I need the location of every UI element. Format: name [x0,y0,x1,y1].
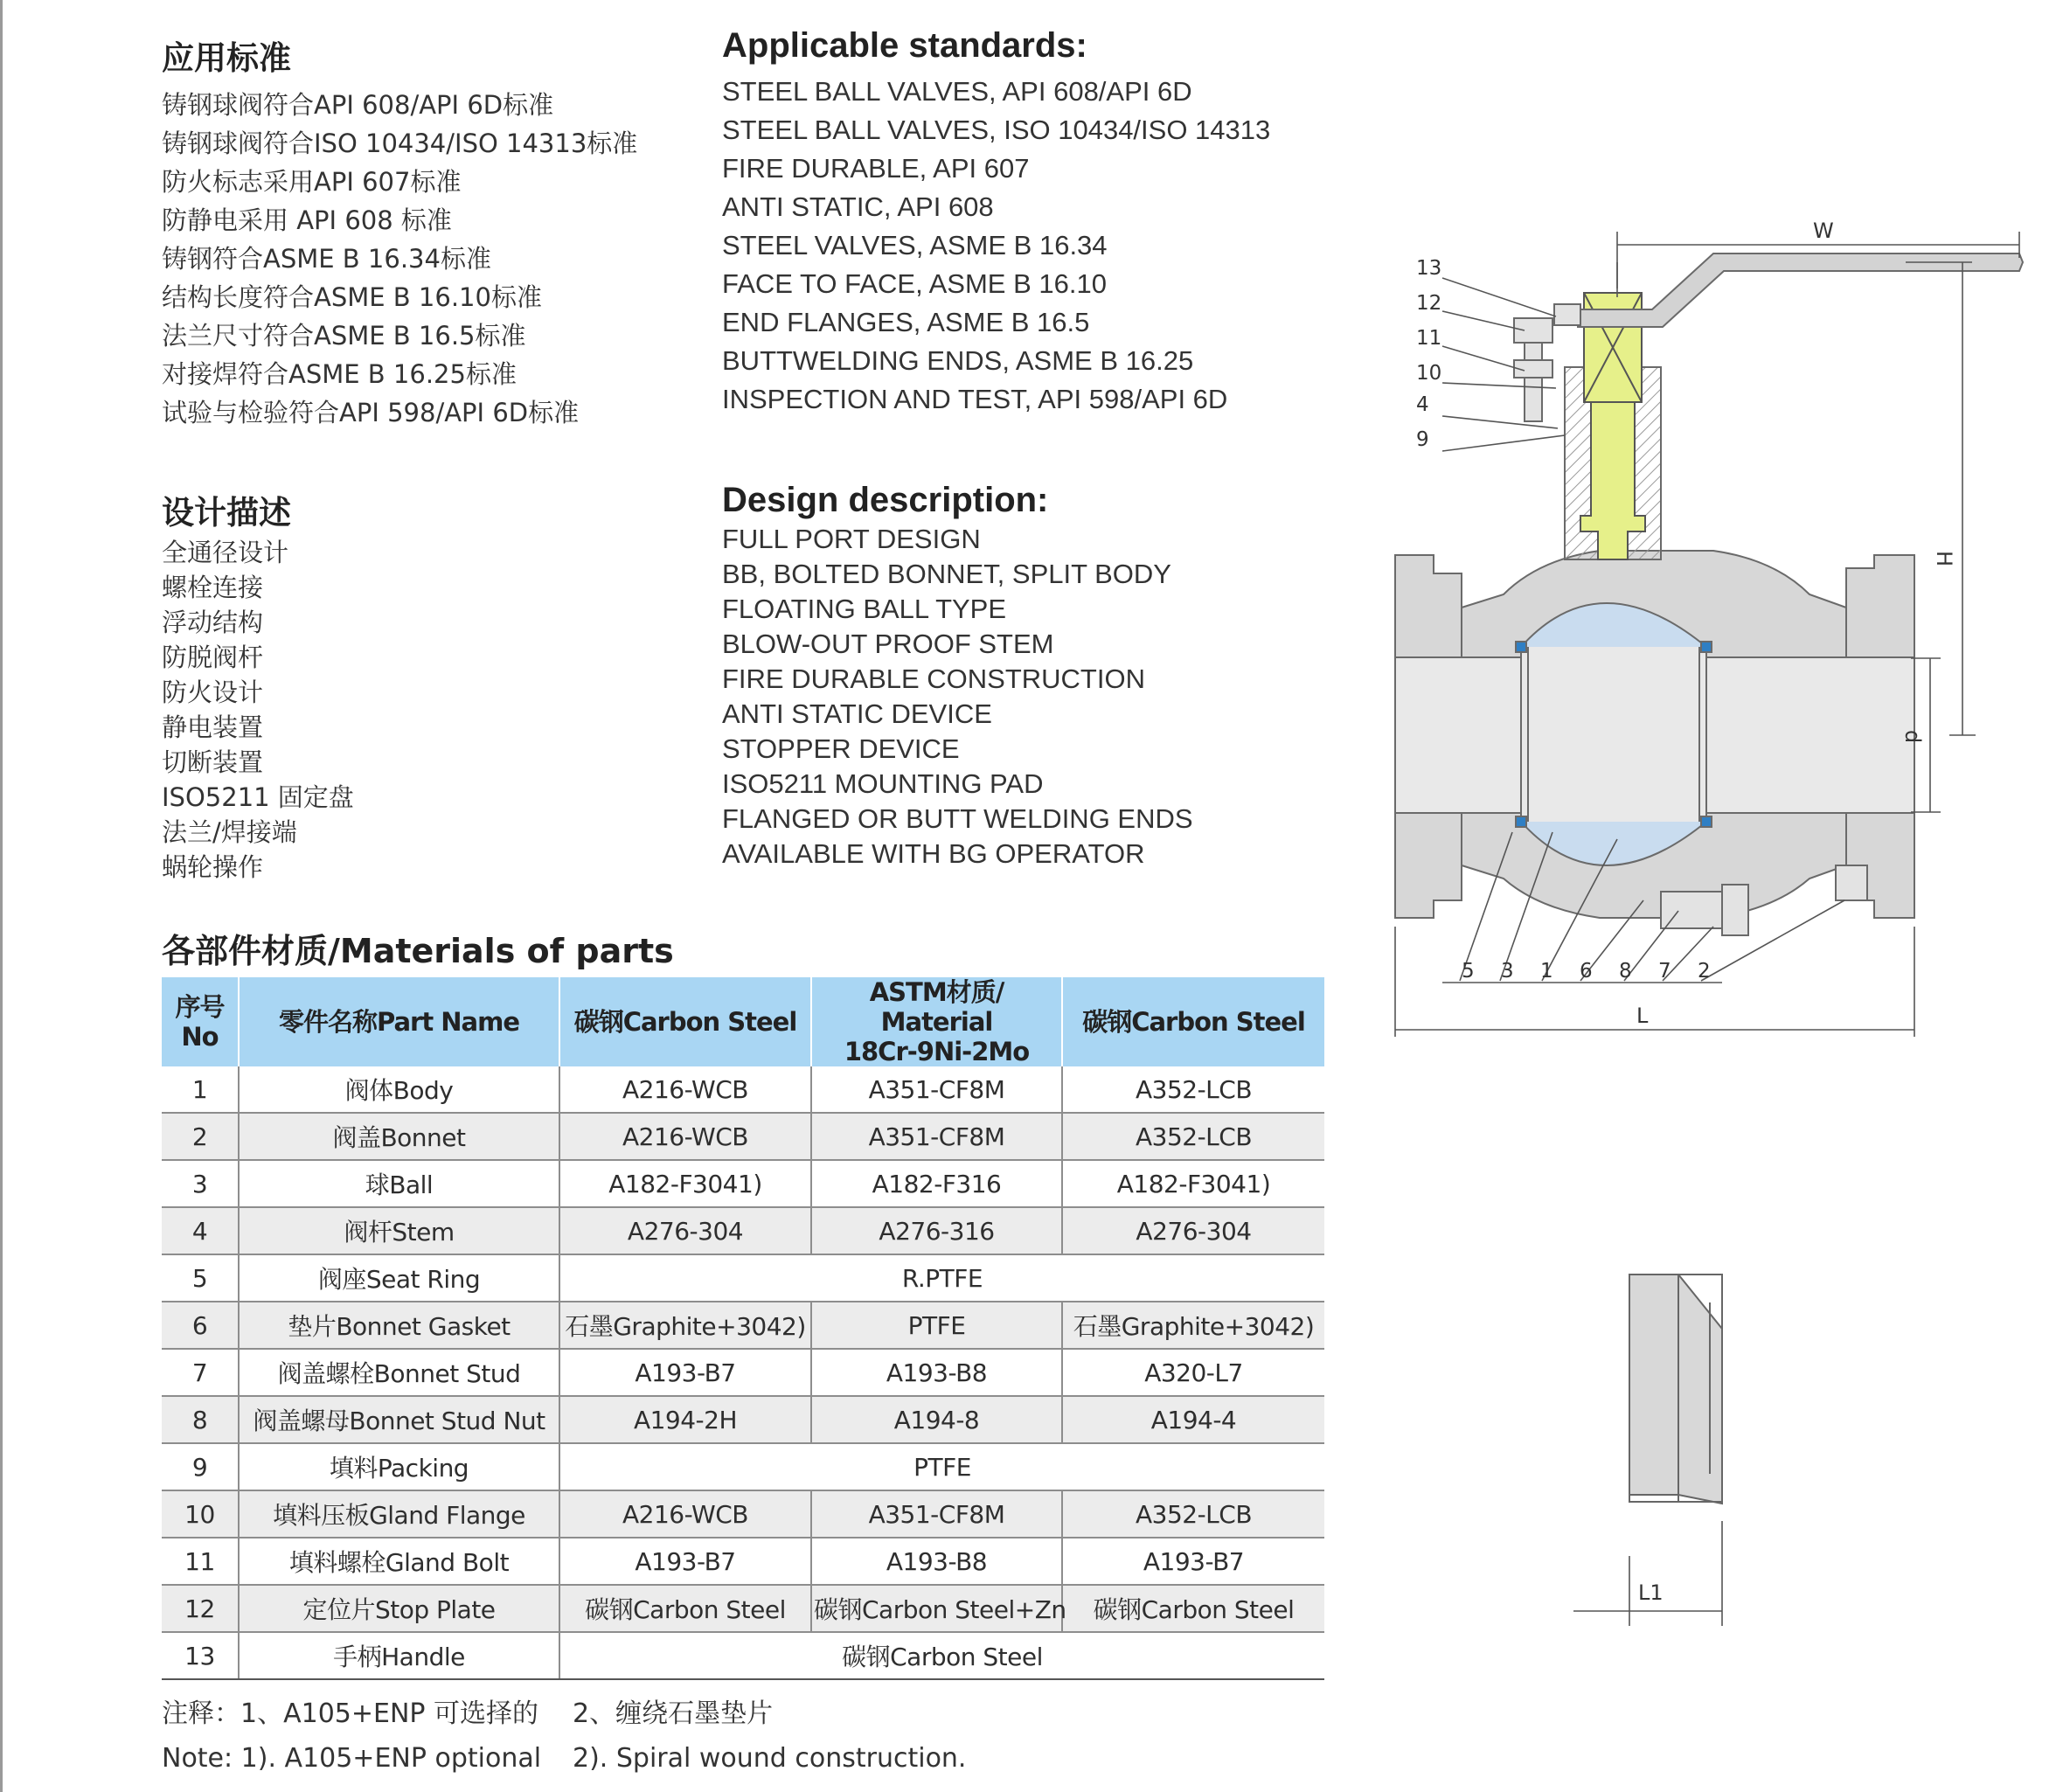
callout-bottom: 3 [1501,960,1514,983]
table-row [162,1585,1324,1632]
callout-bottom: 1 [1540,960,1553,983]
design-item-en-2: BB, BOLTED BONNET, SPLIT BODY [722,559,1171,589]
cell-no: 5 [162,1254,239,1302]
cell-carbon-steel-2: A194-4 [1062,1396,1324,1443]
table-row [162,1396,1324,1443]
gland-bolt [1514,318,1552,343]
header-astm-line2: 18Cr-9Ni-2Mo [844,1037,1030,1066]
callouts-left [1416,257,1441,451]
standards-en-section [722,26,1270,419]
standard-item-cn-5: 铸钢符合ASME B 16.34标准 [162,244,491,274]
cell-astm-material: PTFE [811,1302,1062,1349]
note-cn-2: 2、缠绕石墨垫片 [573,1698,774,1729]
stop-plate [1554,304,1580,325]
standard-item-en-6: FACE TO FACE, ASME B 16.10 [722,268,1107,299]
cell-astm-material: A193-B8 [811,1538,1062,1585]
cell-astm-material: A193-B8 [811,1349,1062,1396]
standard-item-cn-6: 结构长度符合ASME B 16.10标准 [162,282,542,312]
design-item-cn-7: 切断装置 [162,747,264,777]
materials-table [162,977,1324,1680]
header-no-en: No [181,1022,219,1052]
cell-part-name: 阀盖螺栓Bonnet Stud [239,1349,559,1396]
header-no-cn: 序号 [175,992,225,1022]
cell-part-name: 阀盖Bonnet [239,1113,559,1160]
cell-carbon-steel-2: A352-LCB [1062,1113,1324,1160]
ball-valve-section-drawing [1381,219,2046,1066]
cell-carbon-steel-2: A276-304 [1062,1207,1324,1254]
table-row [162,1632,1324,1679]
stem [1580,293,1645,559]
standards-cn-section [162,31,637,432]
standard-item-en-1: STEEL BALL VALVES, API 608/API 6D [722,76,1192,107]
callout-left: 4 [1416,393,1429,416]
standard-item-en-7: END FLANGES, ASME B 16.5 [722,307,1090,337]
standards-list-en [722,73,1270,419]
cell-astm-material: 碳钢Carbon Steel+Zn [811,1585,1062,1632]
callout-bottom: 8 [1619,960,1632,983]
header-astm-line1: ASTM材质/ Material [869,977,1004,1037]
cell-carbon-steel-2: A320-L7 [1062,1349,1324,1396]
seat-ring-bottom-right [1701,816,1712,827]
design-en-section [722,481,1193,872]
standard-item-en-3: FIRE DURABLE, API 607 [722,153,1030,184]
callout-bottom: 7 [1658,960,1671,983]
design-item-en-8: ISO5211 MOUNTING PAD [722,768,1044,799]
note-cn-1: 注释：1、A105+ENP 可选择的 [162,1698,539,1729]
design-item-en-7: STOPPER DEVICE [722,733,960,764]
cell-carbon-steel-1: A216-WCB [559,1490,811,1538]
cell-no: 13 [162,1632,239,1679]
callout-bottom: 5 [1462,960,1475,983]
design-title-en: Design description: [722,481,1049,519]
cell-carbon-steel-1: 石墨Graphite+3042) [559,1302,811,1349]
dim-d-label: d [1900,730,1925,744]
cell-part-name: 垫片Bonnet Gasket [239,1302,559,1349]
standard-item-cn-2: 铸钢球阀符合ISO 10434/ISO 14313标准 [162,128,638,158]
header-astm-material [811,977,1062,1066]
table-row [162,1207,1324,1254]
design-item-en-10: AVAILABLE WITH BG OPERATOR [722,838,1145,869]
standard-item-cn-4: 防静电采用 API 608 标准 [162,205,452,235]
cell-carbon-steel-2: A352-LCB [1062,1066,1324,1113]
cell-astm-material: A351-CF8M [811,1113,1062,1160]
design-item-en-3: FLOATING BALL TYPE [722,594,1007,624]
design-item-cn-6: 静电装置 [162,712,264,742]
page-left-edge [0,0,3,1792]
cell-no: 8 [162,1396,239,1443]
seat-ring-top-right [1701,642,1712,652]
design-list-en [722,522,1193,872]
table-row [162,1349,1324,1396]
cell-carbon-steel-2: 碳钢Carbon Steel [1062,1585,1324,1632]
standard-item-cn-1: 铸钢球阀符合API 608/API 6D标准 [162,90,554,120]
callout-bottom: 2 [1698,960,1711,983]
materials-table-body [162,1066,1324,1679]
cell-part-name: 阀体Body [239,1066,559,1113]
standards-title-cn: 应用标准 [162,39,291,77]
design-item-cn-2: 螺栓连接 [162,573,264,602]
cell-part-name: 阀盖螺母Bonnet Stud Nut [239,1396,559,1443]
design-item-en-9: FLANGED OR BUTT WELDING ENDS [722,803,1193,834]
callout-left: 11 [1416,327,1442,350]
cell-no: 11 [162,1538,239,1585]
cell-carbon-steel-1: A193-B7 [559,1349,811,1396]
cell-carbon-steel-1: A276-304 [559,1207,811,1254]
cell-carbon-steel-1: A216-WCB [559,1113,811,1160]
cell-no: 4 [162,1207,239,1254]
cell-material-all: PTFE [559,1443,1324,1490]
design-title-cn: 设计描述 [162,494,291,531]
table-row [162,1160,1324,1207]
cell-astm-material: A351-CF8M [811,1490,1062,1538]
note-en-1: Note: 1). A105+ENP optional [162,1743,542,1774]
cell-no: 1 [162,1066,239,1113]
cell-carbon-steel-1: A216-WCB [559,1066,811,1113]
standard-item-en-2: STEEL BALL VALVES, ISO 10434/ISO 14313 [722,115,1271,145]
materials-header-row [162,977,1324,1066]
cell-carbon-steel-2: A193-B7 [1062,1538,1324,1585]
standard-item-cn-8: 对接焊符合ASME B 16.25标准 [162,359,517,389]
notes-en [162,1743,966,1774]
design-item-cn-8: ISO5211 固定盘 [162,782,354,812]
design-item-cn-4: 防脱阀杆 [162,642,264,672]
design-item-en-4: BLOW-OUT PROOF STEM [722,629,1054,659]
cell-part-name: 定位片Stop Plate [239,1585,559,1632]
dim-l-label: L [1636,1004,1649,1028]
table-row [162,1113,1324,1160]
standard-item-cn-9: 试验与检验符合API 598/API 6D标准 [162,398,580,427]
cell-no: 2 [162,1113,239,1160]
standard-item-cn-3: 防火标志采用API 607标准 [162,167,462,197]
cell-carbon-steel-2: 石墨Graphite+3042) [1062,1302,1324,1349]
standard-item-en-4: ANTI STATIC, API 608 [722,191,994,222]
cell-part-name: 阀座Seat Ring [239,1254,559,1302]
cell-carbon-steel-1: A193-B7 [559,1538,811,1585]
callout-left: 10 [1416,362,1442,385]
design-item-cn-3: 浮动结构 [162,608,264,637]
standard-item-cn-7: 法兰尺寸符合ASME B 16.5标准 [162,321,526,351]
notes-cn [162,1691,773,1730]
cell-material-all: 碳钢Carbon Steel [559,1632,1324,1679]
design-item-cn-1: 全通径设计 [162,538,289,567]
cell-astm-material: A351-CF8M [811,1066,1062,1113]
table-row [162,1066,1324,1113]
header-carbon-steel-1: 碳钢Carbon Steel [559,977,811,1066]
table-row [162,1302,1324,1349]
design-cn-section [162,486,354,885]
cell-part-name: 填料螺栓Gland Bolt [239,1538,559,1585]
cell-no: 6 [162,1302,239,1349]
design-item-en-5: FIRE DURABLE CONSTRUCTION [722,663,1145,694]
cell-no: 3 [162,1160,239,1207]
cell-no: 10 [162,1490,239,1538]
design-list-cn [162,535,354,885]
cell-carbon-steel-1: A194-2H [559,1396,811,1443]
standards-list-cn [162,86,637,432]
callout-left: 13 [1416,257,1442,280]
design-item-en-1: FULL PORT DESIGN [722,524,981,554]
table-row [162,1538,1324,1585]
cell-carbon-steel-1: 碳钢Carbon Steel [559,1585,811,1632]
cell-part-name: 手柄Handle [239,1632,559,1679]
cell-carbon-steel-2: A182-F3041) [1062,1160,1324,1207]
cell-part-name: 球Ball [239,1160,559,1207]
cell-no: 9 [162,1443,239,1490]
seat-ring-bottom-left [1516,816,1526,827]
callout-left: 9 [1416,428,1429,451]
table-row [162,1254,1324,1302]
cell-carbon-steel-2: A352-LCB [1062,1490,1324,1538]
dim-w-label: W [1813,219,1834,243]
callouts-bottom [1462,960,1711,983]
design-item-cn-10: 蜗轮操作 [162,852,264,882]
standards-title-en: Applicable standards: [722,26,1087,65]
header-part-name: 零件名称Part Name [239,977,559,1066]
table-row [162,1490,1324,1538]
standard-item-en-5: STEEL VALVES, ASME B 16.34 [722,230,1108,260]
materials-title: 各部件材质/Materials of parts [162,932,674,970]
cell-astm-material: A276-316 [811,1207,1062,1254]
header-no [162,977,239,1066]
note-en-2: 2). Spiral wound construction. [573,1743,967,1774]
butt-weld-end-detail [1556,1268,1748,1635]
cell-material-all: R.PTFE [559,1254,1324,1302]
standard-item-en-8: BUTTWELDING ENDS, ASME B 16.25 [722,345,1194,376]
standard-item-en-9: INSPECTION AND TEST, API 598/API 6D [722,384,1228,414]
cell-no: 12 [162,1585,239,1632]
callout-bottom: 6 [1580,960,1593,983]
callout-left: 12 [1416,292,1442,315]
header-carbon-steel-2: 碳钢Carbon Steel [1062,977,1324,1066]
handle [1578,254,2023,327]
dim-h-label: H [1932,551,1956,567]
cell-carbon-steel-1: A182-F3041) [559,1160,811,1207]
cell-part-name: 填料Packing [239,1443,559,1490]
table-row [162,1443,1324,1490]
cell-astm-material: A182-F316 [811,1160,1062,1207]
design-item-en-6: ANTI STATIC DEVICE [722,698,992,729]
cell-part-name: 填料压板Gland Flange [239,1490,559,1538]
dim-l1-label: L1 [1638,1580,1664,1605]
cell-part-name: 阀杆Stem [239,1207,559,1254]
design-item-cn-9: 法兰/焊接端 [162,817,297,847]
seat-ring-top-left [1516,642,1526,652]
design-item-cn-5: 防火设计 [162,677,264,707]
cell-no: 7 [162,1349,239,1396]
cell-astm-material: A194-8 [811,1396,1062,1443]
